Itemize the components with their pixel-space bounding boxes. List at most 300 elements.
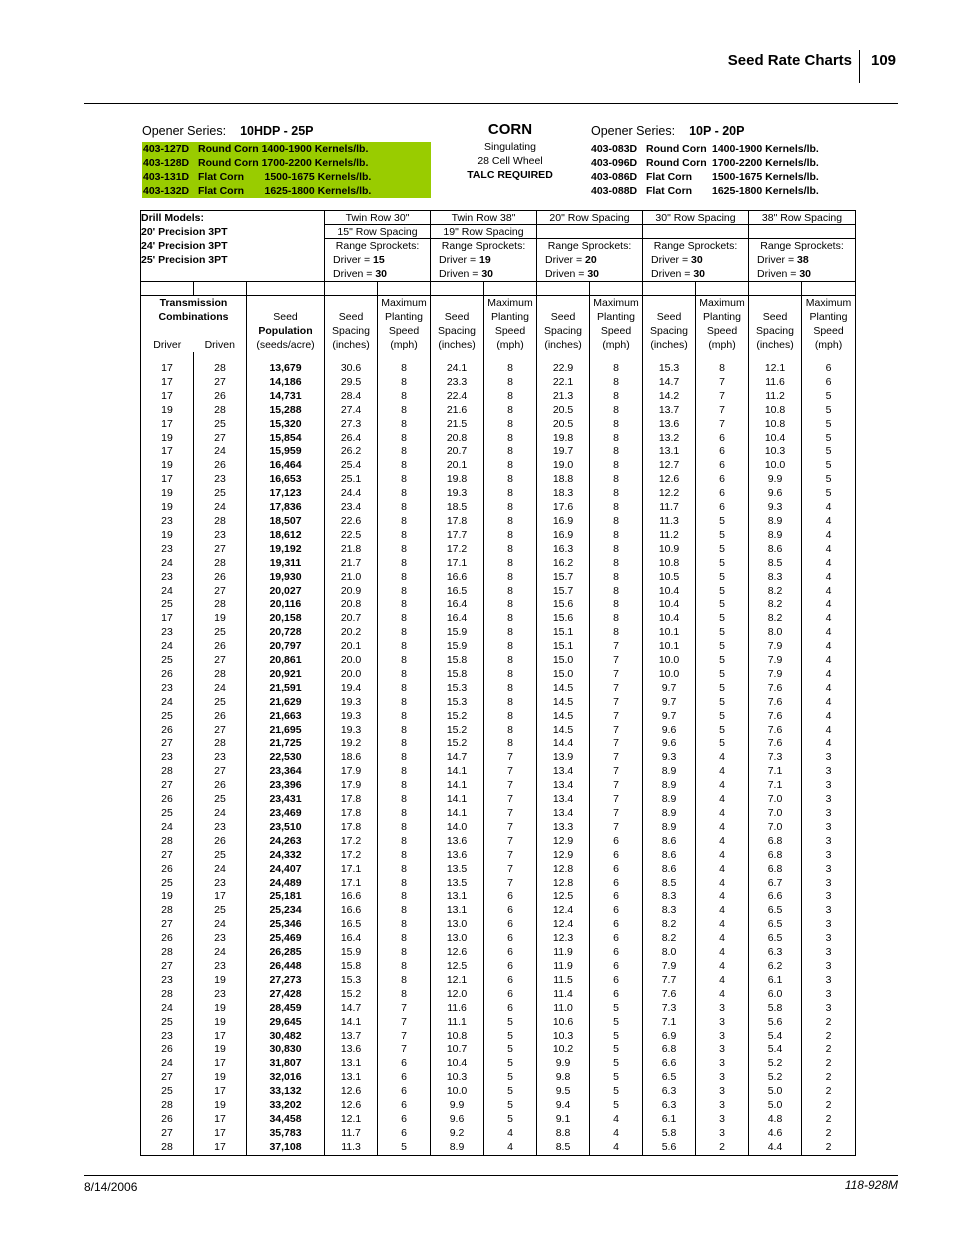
table-cell: 10.7 bbox=[431, 1043, 484, 1057]
table-cell: 27 bbox=[141, 1071, 194, 1085]
table-cell: 21.7 bbox=[325, 557, 378, 571]
table-cell: 25,469 bbox=[247, 932, 325, 946]
table-cell: 7 bbox=[696, 390, 749, 404]
h: Spacing bbox=[438, 325, 476, 337]
population-header: Seed Population (seeds/acre) bbox=[247, 296, 325, 353]
table-cell: 21,695 bbox=[247, 724, 325, 738]
table-cell: 3 bbox=[802, 1002, 856, 1016]
table-cell: 23 bbox=[141, 626, 194, 640]
footer-date: 8/14/2006 bbox=[84, 1180, 138, 1194]
table-cell: 12.4 bbox=[537, 904, 590, 918]
table-row bbox=[141, 418, 856, 432]
table-cell: 15,288 bbox=[247, 404, 325, 418]
table-cell: 6 bbox=[590, 932, 643, 946]
table-cell: 24.1 bbox=[431, 362, 484, 376]
table-row bbox=[141, 1113, 856, 1127]
blank bbox=[431, 296, 483, 310]
table-cell: 19 bbox=[141, 459, 194, 473]
table-cell: 13.9 bbox=[537, 751, 590, 765]
table-cell: 28 bbox=[141, 1099, 194, 1113]
h: Speed bbox=[813, 325, 844, 337]
table-cell: 12.4 bbox=[537, 918, 590, 932]
table-cell: 25 bbox=[194, 904, 247, 918]
table-cell: 6 bbox=[484, 946, 537, 960]
table-cell: 20.2 bbox=[325, 626, 378, 640]
table-cell: 15.2 bbox=[431, 710, 484, 724]
table-cell: 4 bbox=[590, 1141, 643, 1155]
table-row bbox=[141, 585, 856, 599]
table-cell: 20.5 bbox=[537, 418, 590, 432]
table-cell: 8 bbox=[378, 821, 431, 835]
table-cell: 6 bbox=[378, 1113, 431, 1127]
document-number: 118-928M bbox=[844, 1178, 898, 1192]
table-cell: 28,459 bbox=[247, 1002, 325, 1016]
table-cell: 20.1 bbox=[431, 459, 484, 473]
table-cell: 26 bbox=[194, 459, 247, 473]
table-cell: 8 bbox=[378, 668, 431, 682]
table-cell: 11.6 bbox=[749, 376, 802, 390]
table-cell: 3 bbox=[802, 807, 856, 821]
table-cell: 12.2 bbox=[643, 487, 696, 501]
table-cell: 6.1 bbox=[749, 974, 802, 988]
row-spacing-sub bbox=[537, 225, 642, 239]
table-cell: 10.1 bbox=[643, 640, 696, 654]
h: (mph) bbox=[814, 339, 843, 351]
table-cell: 25 bbox=[141, 807, 194, 821]
table-cell: 17 bbox=[194, 890, 247, 904]
h: Maximum bbox=[381, 297, 427, 309]
table-cell: 3 bbox=[696, 1127, 749, 1141]
table-cell: 19.7 bbox=[537, 445, 590, 459]
table-cell: 8 bbox=[590, 418, 643, 432]
table-cell: 3 bbox=[802, 974, 856, 988]
table-cell: 23,431 bbox=[247, 793, 325, 807]
table-row bbox=[141, 390, 856, 404]
part-name: Flat Corn bbox=[646, 185, 693, 197]
table-cell: 4 bbox=[802, 668, 856, 682]
table-cell: 12.7 bbox=[643, 459, 696, 473]
table-cell: 8 bbox=[378, 515, 431, 529]
table-cell: 29.5 bbox=[325, 376, 378, 390]
table-cell: 18,612 bbox=[247, 529, 325, 543]
table-cell: 6 bbox=[484, 1002, 537, 1016]
table-cell: 5 bbox=[802, 404, 856, 418]
header-divider bbox=[859, 50, 860, 83]
table-cell: 7 bbox=[378, 1002, 431, 1016]
table-cell: 6.8 bbox=[749, 835, 802, 849]
table-cell: 6.8 bbox=[749, 849, 802, 863]
opener-right-series: 10P - 20P bbox=[689, 124, 745, 138]
table-cell: 8.9 bbox=[749, 515, 802, 529]
table-cell: 27 bbox=[194, 765, 247, 779]
driven-sprocket bbox=[749, 267, 855, 281]
table-cell: 6 bbox=[378, 1099, 431, 1113]
table-cell: 9.7 bbox=[643, 682, 696, 696]
table-cell: 7.6 bbox=[749, 724, 802, 738]
table-cell: 4 bbox=[696, 988, 749, 1002]
driven-value: 30 bbox=[481, 268, 494, 280]
table-cell: 8 bbox=[378, 640, 431, 654]
table-cell: 13.0 bbox=[431, 932, 484, 946]
table-cell: 6 bbox=[378, 1085, 431, 1099]
table-cell: 4 bbox=[696, 974, 749, 988]
table-cell: 3 bbox=[696, 1043, 749, 1057]
table-cell: 17.2 bbox=[431, 543, 484, 557]
table-cell: 7 bbox=[484, 765, 537, 779]
gap-row bbox=[141, 352, 856, 362]
table-cell: 17 bbox=[141, 612, 194, 626]
part-number: 403-096D bbox=[591, 157, 638, 169]
table-row bbox=[141, 515, 856, 529]
table-cell: 6 bbox=[590, 988, 643, 1002]
table-cell: 15.7 bbox=[537, 571, 590, 585]
table-cell: 8 bbox=[590, 432, 643, 446]
table-cell: 15.3 bbox=[643, 362, 696, 376]
table-cell: 16.5 bbox=[431, 585, 484, 599]
table-cell: 9.1 bbox=[537, 1113, 590, 1127]
table-row bbox=[141, 1099, 856, 1113]
table-cell: 15,854 bbox=[247, 432, 325, 446]
table-cell: 28 bbox=[194, 362, 247, 376]
drill-model-2: 24' Precision 3PT bbox=[141, 240, 228, 252]
table-cell: 25 bbox=[141, 598, 194, 612]
table-cell: 4 bbox=[696, 849, 749, 863]
table-cell: 15.9 bbox=[431, 640, 484, 654]
table-cell: 9.7 bbox=[643, 696, 696, 710]
opener-left-parts bbox=[142, 142, 431, 198]
table-cell: 15.3 bbox=[431, 682, 484, 696]
table-cell: 7.0 bbox=[749, 807, 802, 821]
table-cell: 3 bbox=[802, 765, 856, 779]
table-cell: 11.6 bbox=[431, 1002, 484, 1016]
table-cell: 8 bbox=[378, 724, 431, 738]
table-cell: 28 bbox=[194, 668, 247, 682]
table-cell: 10.4 bbox=[431, 1057, 484, 1071]
table-cell: 8 bbox=[378, 390, 431, 404]
table-cell: 27 bbox=[141, 960, 194, 974]
table-cell: 15.6 bbox=[537, 598, 590, 612]
table-cell: 24 bbox=[141, 557, 194, 571]
table-cell: 15.7 bbox=[537, 585, 590, 599]
table-cell: 11.7 bbox=[325, 1127, 378, 1141]
table-cell: 8 bbox=[484, 710, 537, 724]
table-cell: 24 bbox=[194, 946, 247, 960]
table-cell: 14.4 bbox=[537, 737, 590, 751]
table-row bbox=[141, 807, 856, 821]
h: Spacing bbox=[650, 325, 688, 337]
table-cell: 5 bbox=[802, 459, 856, 473]
driver-value: 19 bbox=[479, 254, 491, 266]
table-cell: 7.0 bbox=[749, 821, 802, 835]
table-cell: 4 bbox=[696, 890, 749, 904]
h: Maximum bbox=[699, 297, 745, 309]
table-cell: 7 bbox=[378, 1043, 431, 1057]
table-cell: 11.9 bbox=[537, 946, 590, 960]
table-cell: 7 bbox=[484, 863, 537, 877]
table-cell: 5 bbox=[696, 710, 749, 724]
table-cell: 8 bbox=[484, 668, 537, 682]
table-cell: 20.1 bbox=[325, 640, 378, 654]
table-cell: 12.6 bbox=[643, 473, 696, 487]
table-cell: 5 bbox=[696, 585, 749, 599]
table-cell: 15,320 bbox=[247, 418, 325, 432]
transmission-header: Transmission Combinations Driver Driven bbox=[141, 296, 247, 353]
table-cell: 8 bbox=[378, 598, 431, 612]
table-cell: 11.5 bbox=[537, 974, 590, 988]
table-cell: 9.8 bbox=[537, 1071, 590, 1085]
table-cell: 5 bbox=[696, 640, 749, 654]
table-cell: 8 bbox=[378, 988, 431, 1002]
table-cell: 19 bbox=[194, 1043, 247, 1057]
table-cell: 8 bbox=[378, 445, 431, 459]
range-sprockets-label: Range Sprockets: bbox=[760, 240, 844, 252]
table-cell: 2 bbox=[802, 1099, 856, 1113]
table-cell: 5 bbox=[590, 1085, 643, 1099]
table-cell: 15.0 bbox=[537, 654, 590, 668]
table-cell: 8 bbox=[484, 390, 537, 404]
table-cell: 27 bbox=[194, 654, 247, 668]
table-cell: 6.6 bbox=[643, 1057, 696, 1071]
table-row bbox=[141, 765, 856, 779]
driver-sprocket bbox=[325, 253, 430, 267]
table-cell: 14,186 bbox=[247, 376, 325, 390]
opener-left-series: 10HDP - 25P bbox=[240, 124, 314, 138]
table-cell: 26 bbox=[194, 710, 247, 724]
table-cell: 8 bbox=[378, 863, 431, 877]
opener-left-part bbox=[143, 184, 431, 198]
table-cell: 4 bbox=[802, 585, 856, 599]
table-row bbox=[141, 1016, 856, 1030]
table-cell: 20.7 bbox=[325, 612, 378, 626]
table-cell: 19.3 bbox=[325, 710, 378, 724]
table-cell: 6.7 bbox=[749, 877, 802, 891]
table-cell: 7 bbox=[696, 404, 749, 418]
table-cell: 16.6 bbox=[325, 904, 378, 918]
table-cell: 5 bbox=[484, 1085, 537, 1099]
table-cell: 18.3 bbox=[537, 487, 590, 501]
h: Planting bbox=[597, 311, 635, 323]
table-cell: 8 bbox=[378, 737, 431, 751]
table-cell: 4 bbox=[802, 640, 856, 654]
table-cell: 5 bbox=[802, 445, 856, 459]
table-cell: 17 bbox=[194, 1113, 247, 1127]
row-spacing-label: 20" Row Spacing bbox=[537, 211, 642, 225]
table-cell: 8 bbox=[378, 960, 431, 974]
table-cell: 6 bbox=[802, 362, 856, 376]
table-cell: 2 bbox=[802, 1127, 856, 1141]
table-cell: 7 bbox=[484, 807, 537, 821]
driver-sprocket bbox=[749, 253, 855, 267]
h: Maximum bbox=[805, 297, 852, 309]
table-cell: 5 bbox=[802, 487, 856, 501]
table-cell: 8 bbox=[378, 890, 431, 904]
table-cell: 8.2 bbox=[643, 918, 696, 932]
table-cell: 8 bbox=[590, 404, 643, 418]
table-cell: 3 bbox=[802, 988, 856, 1002]
table-cell: 5.4 bbox=[749, 1030, 802, 1044]
table-cell: 8.9 bbox=[643, 821, 696, 835]
table-cell: 15.3 bbox=[431, 696, 484, 710]
table-cell: 7.6 bbox=[749, 696, 802, 710]
h: Speed bbox=[600, 325, 632, 337]
table-cell: 6 bbox=[696, 473, 749, 487]
table-cell: 6.5 bbox=[749, 932, 802, 946]
table-row bbox=[141, 1071, 856, 1085]
table-cell: 19 bbox=[141, 432, 194, 446]
driver-value: 20 bbox=[585, 254, 597, 266]
table-cell: 30,830 bbox=[247, 1043, 325, 1057]
row-spacing-sub: 19" Row Spacing bbox=[431, 225, 536, 239]
blank bbox=[749, 296, 801, 310]
table-cell: 20.5 bbox=[537, 404, 590, 418]
table-cell: 2 bbox=[802, 1043, 856, 1057]
table-cell: 12.6 bbox=[325, 1099, 378, 1113]
table-cell: 17.2 bbox=[325, 835, 378, 849]
table-cell: 26 bbox=[194, 390, 247, 404]
table-cell: 17.8 bbox=[325, 821, 378, 835]
table-row bbox=[141, 1043, 856, 1057]
table-cell: 6.6 bbox=[749, 890, 802, 904]
table-cell: 17 bbox=[194, 1030, 247, 1044]
table-cell: 23,510 bbox=[247, 821, 325, 835]
table-cell: 25.4 bbox=[325, 459, 378, 473]
table-cell: 12.9 bbox=[537, 849, 590, 863]
table-cell: 10.8 bbox=[749, 404, 802, 418]
table-cell: 17 bbox=[141, 390, 194, 404]
table-cell: 7 bbox=[590, 737, 643, 751]
table-cell: 6 bbox=[484, 960, 537, 974]
table-row bbox=[141, 696, 856, 710]
h: Planting bbox=[809, 311, 848, 323]
table-cell: 10.8 bbox=[749, 418, 802, 432]
table-cell: 5 bbox=[484, 1113, 537, 1127]
table-cell: 4 bbox=[484, 1141, 537, 1155]
spacer-row bbox=[141, 282, 856, 296]
driven-value: 30 bbox=[693, 268, 706, 280]
table-cell: 7 bbox=[484, 821, 537, 835]
table-cell: 5.2 bbox=[749, 1071, 802, 1085]
table-cell: 4 bbox=[696, 932, 749, 946]
table-cell: 20,116 bbox=[247, 598, 325, 612]
table-cell: 31,807 bbox=[247, 1057, 325, 1071]
table-cell: 5.4 bbox=[749, 1043, 802, 1057]
table-cell: 27 bbox=[141, 849, 194, 863]
table-cell: 8 bbox=[484, 626, 537, 640]
table-cell: 26 bbox=[141, 1043, 194, 1057]
table-cell: 20.7 bbox=[431, 445, 484, 459]
table-cell: 17 bbox=[141, 376, 194, 390]
table-cell: 17.8 bbox=[325, 807, 378, 821]
table-cell: 8.8 bbox=[537, 1127, 590, 1141]
table-cell: 8.6 bbox=[643, 863, 696, 877]
table-cell: 23.3 bbox=[431, 376, 484, 390]
table-cell: 3 bbox=[696, 1071, 749, 1085]
table-cell: 19.0 bbox=[537, 459, 590, 473]
table-row bbox=[141, 1057, 856, 1071]
table-row bbox=[141, 918, 856, 932]
table-row bbox=[141, 724, 856, 738]
table-cell: 25,346 bbox=[247, 918, 325, 932]
table-cell: 25 bbox=[194, 487, 247, 501]
driver-header: Driver bbox=[153, 339, 182, 351]
table-cell: 8 bbox=[590, 501, 643, 515]
part-kernels: 1700-2200 Kernels/lb. bbox=[712, 157, 819, 169]
table-row bbox=[141, 932, 856, 946]
table-cell: 12.1 bbox=[749, 362, 802, 376]
table-cell: 8 bbox=[378, 779, 431, 793]
table-cell: 5 bbox=[590, 1030, 643, 1044]
table-cell: 3 bbox=[696, 1085, 749, 1099]
table-cell: 14.2 bbox=[643, 390, 696, 404]
table-cell: 24 bbox=[141, 640, 194, 654]
table-cell: 30.6 bbox=[325, 362, 378, 376]
table-row bbox=[141, 1127, 856, 1141]
table-cell: 27 bbox=[194, 724, 247, 738]
seed-wheel: 28 Cell Wheel bbox=[477, 155, 543, 167]
blank bbox=[643, 296, 695, 310]
table-cell: 8 bbox=[590, 612, 643, 626]
table-cell: 23 bbox=[141, 571, 194, 585]
table-cell: 8 bbox=[484, 473, 537, 487]
table-cell: 21.3 bbox=[537, 390, 590, 404]
table-cell: 17 bbox=[194, 1127, 247, 1141]
table-cell: 5 bbox=[802, 418, 856, 432]
table-row bbox=[141, 626, 856, 640]
table-row bbox=[141, 487, 856, 501]
table-cell: 4 bbox=[696, 793, 749, 807]
driven-value: 30 bbox=[587, 268, 600, 280]
table-cell: 8 bbox=[378, 849, 431, 863]
table-cell: 4 bbox=[802, 612, 856, 626]
driven-value: 30 bbox=[375, 268, 388, 280]
table-cell: 7 bbox=[590, 640, 643, 654]
seed-spacing-header bbox=[325, 296, 378, 353]
table-cell: 32,016 bbox=[247, 1071, 325, 1085]
table-cell: 22.4 bbox=[431, 390, 484, 404]
table-cell: 8 bbox=[590, 626, 643, 640]
table-cell: 8 bbox=[378, 765, 431, 779]
table-cell: 14.0 bbox=[431, 821, 484, 835]
table-cell: 21.5 bbox=[431, 418, 484, 432]
table-cell: 6 bbox=[590, 918, 643, 932]
table-row bbox=[141, 598, 856, 612]
table-cell: 3 bbox=[802, 821, 856, 835]
table-cell: 8 bbox=[484, 445, 537, 459]
table-cell: 8.2 bbox=[749, 612, 802, 626]
table-cell: 8 bbox=[590, 598, 643, 612]
table-cell: 21.6 bbox=[431, 404, 484, 418]
table-row bbox=[141, 473, 856, 487]
table-cell: 22.9 bbox=[537, 362, 590, 376]
table-cell: 5 bbox=[696, 543, 749, 557]
table-cell: 28 bbox=[141, 904, 194, 918]
table-cell: 10.3 bbox=[749, 445, 802, 459]
table-cell: 5 bbox=[802, 390, 856, 404]
driven-label: Driven = bbox=[757, 268, 800, 280]
row-spacing-label: Twin Row 30" bbox=[325, 211, 430, 225]
table-cell: 8 bbox=[378, 529, 431, 543]
table-cell: 8 bbox=[378, 835, 431, 849]
table-cell: 13.4 bbox=[537, 793, 590, 807]
h: Seed bbox=[444, 311, 470, 323]
table-cell: 24 bbox=[141, 1057, 194, 1071]
drill-models-title: Drill Models: bbox=[141, 212, 205, 224]
seed-spacing-header bbox=[431, 296, 484, 353]
table-cell: 22.6 bbox=[325, 515, 378, 529]
table-cell: 5 bbox=[484, 1057, 537, 1071]
table-cell: 8 bbox=[378, 807, 431, 821]
table-cell: 16.5 bbox=[325, 918, 378, 932]
